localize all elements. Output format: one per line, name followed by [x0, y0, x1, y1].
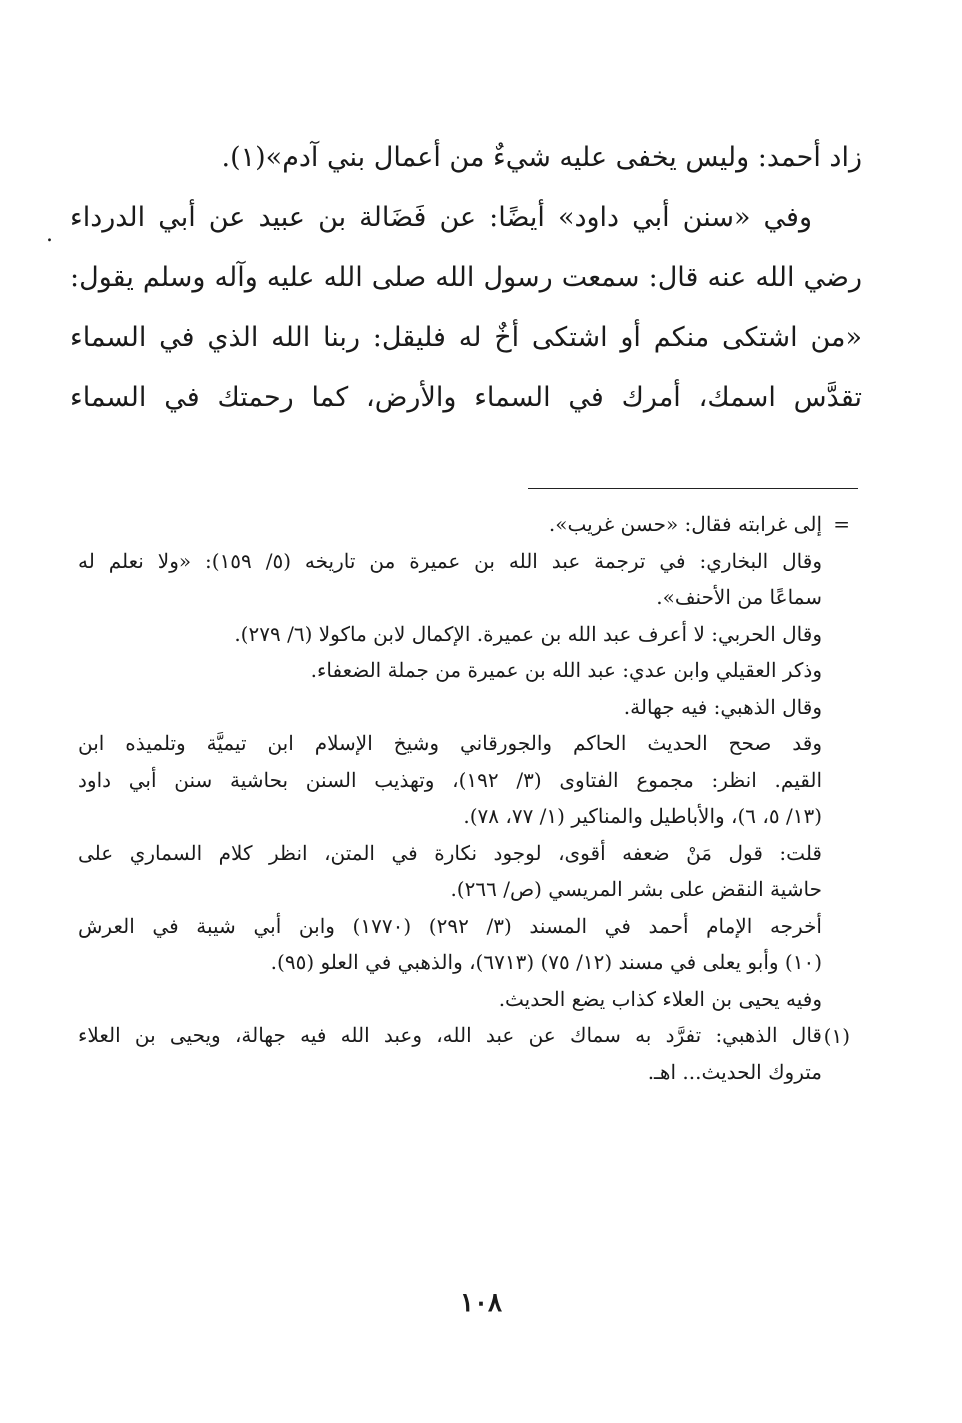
main-line-1: زاد أحمد: وليس يخفى عليه شيءٌ من أعمال بني آدم»(١).	[221, 142, 862, 173]
footnote-line: وقال البخاري: في ترجمة عبد الله بن عميرة من تاريخه (٥/ ١٥٩): «ولا نعلم له	[78, 548, 822, 573]
footnote-1-line: وفيه يحيى بن العلاء كذاب يضع الحديث.	[498, 986, 822, 1011]
main-line-2: وفي «سنن أبي داود» أيضًا: عن فَضَالة بن عبيد عن أبي الدرداء	[70, 202, 812, 233]
footnote-1-line: أخرجه الإمام أحمد في المسند (٣/ ٢٩٢) (١٧٧٠) وابن أبي شيبة في العرش	[78, 913, 822, 938]
page-number: ١٠٨	[460, 1288, 502, 1318]
footnote-1-line: (١٠) وأبو يعلى في مسند (١٢/ ٧٥) (٦٧١٣)، والذهبي في العلو (٩٥).	[270, 950, 822, 974]
main-line-3: رضي الله عنه قال: سمعت رسول الله صلى الله عليه وآله وسلم يقول:	[70, 262, 862, 293]
main-text	[70, 128, 862, 428]
footnote-line: (١٣/ ٥، ٦)، والأباطيل والمناكير (١/ ٧٧، ٧٨).	[463, 804, 822, 828]
footnotes	[78, 506, 862, 1090]
main-line-4: «من اشتكى منكم أو اشتكى أخٌ له فليقل: ربنا الله الذي في السماء	[70, 322, 862, 353]
footnote-line: وقال الحربي: لا أعرف عبد الله بن عميرة. الإكمال لابن ماكولا (٦/ ٢٧٩).	[234, 621, 822, 646]
footnote-separator	[528, 488, 858, 489]
footnote-continuation-marker: =	[833, 512, 850, 536]
footnote-line: سماعًا من الأحنف».	[656, 585, 822, 609]
footnote-line: وذكر العقيلي وابن عدي: عبد الله بن عميرة من جملة الضعفاء.	[310, 658, 822, 682]
footnote-line: وقال الذهبي: فيه جهالة.	[623, 694, 822, 719]
footnote-line: القيم. انظر: مجموع الفتاوى (٣/ ١٩٢)، وتهذيب السنن بحاشية سنن أبي داود	[78, 767, 822, 792]
main-line-5: تقدَّس اسمك، أمرك في السماء والأرض، كما رحمتك في السماء	[70, 382, 862, 413]
footnote-line: إلى غرابته فقال: «حسن غريب».	[548, 512, 822, 536]
footnote-line: حاشية النقض على بشر المريسي (ص/ ٢٦٦).	[450, 877, 822, 901]
margin-dot: .	[46, 222, 53, 247]
footnote-line: قلت: قول مَنْ ضعفه أقوى، لوجود نكارة في المتن، انظر كلام السماري على	[78, 840, 822, 865]
footnote-1-line: قال الذهبي: تفرَّد به سماك عن عبد الله، وعبد الله فيه جهالة، ويحيى بن العلاء	[78, 1023, 822, 1047]
footnote-line: وقد صحح الحديث الحاكم والجورقاني وشيخ الإسلام ابن تيميَّة وتلميذه ابن	[78, 731, 822, 755]
footnote-1-marker: (١)	[823, 1024, 850, 1048]
footnote-1-line: متروك الحديث... اهـ.	[647, 1059, 822, 1084]
